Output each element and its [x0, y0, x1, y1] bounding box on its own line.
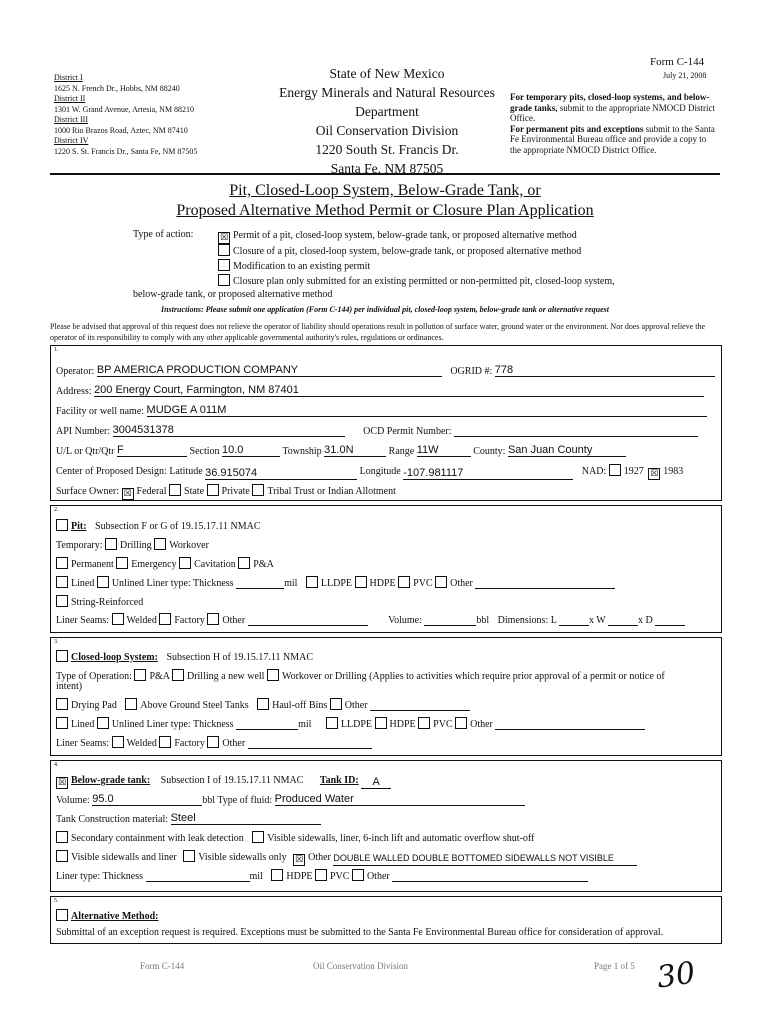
ul-label: U/L or Qtr/Qtr: [56, 446, 115, 457]
string-row: [56, 595, 143, 608]
note-temp-rest: submit to the appropriate NMOCD District Office.: [510, 102, 715, 123]
temporary-row: [56, 538, 209, 551]
surface-owner-label: Surface Owner:: [56, 486, 120, 497]
section-label: Section: [189, 446, 220, 457]
volume-label: Volume:: [388, 615, 422, 626]
district-address: 1220 S. St. Francis Dr., Santa Fe, NM 87505: [54, 146, 198, 156]
pa-checkbox[interactable]: [238, 557, 250, 569]
option-text: Closure plan only submitted for an existing permitted or non-permitted pit, closed-loop system,: [233, 276, 615, 287]
owner-private-label: Private: [221, 486, 250, 497]
note-perm-rest: submit to the Santa Fe Environmental Bureau office and provide a copy to the appropriate NMOCD District Office.: [510, 123, 715, 155]
other-checkbox[interactable]: [435, 576, 447, 588]
district-name: District I: [54, 73, 83, 82]
drilling-new-well-checkbox[interactable]: [172, 669, 184, 681]
section-value: 10.0: [222, 444, 244, 456]
factory-checkbox[interactable]: [159, 613, 171, 625]
string-reinforced-label: String-Reinforced: [71, 597, 144, 608]
mil-label: mil: [284, 578, 298, 589]
pit-checkbox[interactable]: [56, 519, 68, 531]
coordinates-row: [56, 464, 683, 480]
owner-state-label: State: [184, 486, 205, 497]
submission-notes: [510, 92, 718, 155]
drilling-label: Drilling: [120, 540, 152, 551]
handwritten-number: 30: [654, 955, 698, 996]
material-row: [56, 812, 321, 825]
other-label: Other: [450, 578, 473, 589]
form-id: Form C-144: [650, 56, 705, 68]
pa-checkbox[interactable]: [134, 669, 146, 681]
other-checkbox[interactable]: [207, 736, 219, 748]
pvc-checkbox[interactable]: [315, 869, 327, 881]
closed-loop-label: Closed-loop System:: [71, 652, 158, 663]
action-continuation: below-grade tank, or proposed alternative method: [133, 289, 333, 300]
visible-sidewalls-liner-lift-checkbox[interactable]: [252, 831, 264, 843]
option-text: Closure of a pit, closed-loop system, below-grade tank, or proposed alternative method: [233, 246, 582, 257]
section-number: 1.: [54, 347, 59, 353]
option-text: Modification to an existing permit: [233, 261, 371, 272]
material-field[interactable]: [171, 812, 321, 825]
closed-loop-seams-row: [56, 736, 372, 749]
advisory-text: Please be advised that approval of this request does not relieve the operator of liability should operations result in pollution of surface water, ground water or the environment. Nor does approval relieve the operator of its responsibility to comply with any other applicable governmental authority's rules, regulations or ordinances.: [50, 322, 706, 342]
hdpe-label: HDPE: [369, 578, 396, 589]
other-label: Other: [344, 700, 368, 711]
tank-liner-row: [56, 869, 588, 882]
title-line1: Pit, Closed-Loop System, Below-Grade Tank, or: [229, 182, 541, 199]
note-temp-bold: For temporary pits, closed-loop systems, and below-grade tanks,: [510, 92, 710, 113]
other-field[interactable]: [475, 576, 615, 589]
depth-field[interactable]: [655, 613, 685, 626]
district-name: District III: [54, 115, 88, 124]
visible-sidewalls-liner-lift-label: Visible sidewalls, liner, 6-inch lift and automatic overflow shut-off: [267, 833, 535, 844]
emergency-label: Emergency: [131, 559, 177, 570]
ogrid-label: OGRID #:: [450, 366, 493, 377]
permanent-label: Permanent: [71, 559, 114, 570]
unlined-label: Unlined: [111, 719, 145, 730]
agency-city: Santa Fe, NM 87505: [330, 161, 444, 176]
pit-seams-row: [56, 613, 685, 626]
alternative-method-checkbox[interactable]: [56, 909, 68, 921]
facility-field[interactable]: [147, 404, 707, 417]
visible-sidewalls-liner-label: Visible sidewalls and liner: [71, 852, 177, 863]
other-label: Other: [222, 738, 246, 749]
width-label: x W: [588, 615, 606, 626]
hdpe-label: HDPE: [286, 871, 313, 882]
nad-1927-checkbox[interactable]: [609, 464, 621, 476]
other-field[interactable]: [333, 853, 637, 866]
tank-subsection: Subsection I of 19.15.17.11 NMAC: [160, 775, 304, 786]
pit-liner-row: [56, 576, 615, 589]
range-value: 11W: [416, 444, 439, 456]
liner-type-label: Liner type: Thickness: [146, 578, 234, 589]
secondary-containment-checkbox[interactable]: [56, 831, 68, 843]
section-field[interactable]: [222, 444, 280, 457]
haul-off-label: Haul-off Bins: [272, 700, 328, 711]
cavitation-checkbox[interactable]: [179, 557, 191, 569]
liner-seams-label: Liner Seams:: [56, 615, 110, 626]
action-label: Type of action:: [133, 229, 194, 240]
fluid-value: Produced Water: [274, 793, 354, 805]
api-row: [56, 424, 698, 437]
pvc-label: PVC: [413, 578, 433, 589]
checkbox[interactable]: [218, 274, 230, 286]
permanent-checkbox[interactable]: [56, 557, 68, 569]
thickness-field[interactable]: [236, 576, 284, 589]
note-perm-bold: For permanent pits and exceptions: [510, 123, 644, 134]
ul-value: F: [117, 444, 124, 456]
dimensions-label: Dimensions: L: [497, 615, 557, 626]
action-option-closure-plan[interactable]: [218, 274, 615, 289]
factory-checkbox[interactable]: [159, 736, 171, 748]
factory-label: Factory: [174, 615, 205, 626]
hdpe-checkbox[interactable]: [355, 576, 367, 588]
steel-tanks-checkbox[interactable]: [125, 698, 137, 710]
location-row: [56, 444, 626, 457]
facility-label: Facility or well name:: [56, 406, 145, 417]
district-name: District IV: [54, 136, 89, 145]
other-field[interactable]: [248, 613, 368, 626]
section-number: 2.: [54, 507, 59, 513]
closed-loop-subsection: Subsection H of 19.15.17.11 NMAC: [166, 652, 314, 663]
option-text: Permit of a pit, closed-loop system, below-grade tank, or proposed alternative method: [233, 230, 577, 241]
other-field[interactable]: [495, 717, 645, 730]
township-value: 31.0N: [324, 444, 354, 456]
district-list: [54, 73, 197, 157]
lldpe-checkbox[interactable]: [326, 717, 338, 729]
liner-type-label: Liner type: Thickness: [56, 871, 144, 882]
workover-checkbox[interactable]: [154, 538, 166, 550]
operation-type-row: [56, 669, 665, 682]
alternative-header-row: [56, 909, 158, 922]
center-label: Center of Proposed Design: Latitude: [56, 466, 203, 477]
address-value: 200 Energy Court, Farmington, NM 87401: [94, 384, 299, 396]
header-divider: [50, 173, 720, 175]
nad-1983-label: 1983: [663, 466, 684, 477]
section-number: 4.: [54, 762, 59, 768]
thickness-field[interactable]: [236, 717, 298, 730]
fluid-type-label: bbl Type of fluid:: [202, 795, 273, 806]
unlined-checkbox[interactable]: [97, 717, 109, 729]
other-checkbox[interactable]: [330, 698, 342, 710]
below-grade-tank-label: Below-grade tank:: [71, 775, 151, 786]
nad-label: NAD:: [581, 466, 607, 477]
owner-federal-checkbox[interactable]: ☒: [123, 489, 132, 499]
ul-field[interactable]: [117, 444, 187, 457]
pvc-checkbox[interactable]: [398, 576, 410, 588]
title-line2: Proposed Alternative Method Permit or Closure Plan Application: [176, 202, 594, 219]
owner-tribal-checkbox[interactable]: [252, 484, 264, 496]
footer-form-id: Form C-144: [140, 961, 185, 971]
closed-loop-checkbox[interactable]: [56, 650, 68, 662]
unlined-label: Unlined: [111, 578, 145, 589]
district-address: 1625 N. French Dr., Hobbs, NM 88240: [54, 83, 180, 93]
drying-pad-label: Drying Pad: [71, 700, 117, 711]
bbl-label: bbl: [476, 615, 490, 626]
footer-page-number: Page 1 of 5: [594, 961, 635, 971]
address-label: Address:: [56, 386, 92, 397]
facility-value: MUDGE A 011M: [146, 404, 227, 416]
lldpe-label: LLDPE: [320, 578, 353, 589]
pit-header-row: [56, 519, 261, 532]
volume-field[interactable]: [92, 793, 202, 806]
address-row: [56, 384, 704, 397]
api-label: API Number:: [56, 426, 111, 437]
agency-dept2: Department: [355, 104, 419, 119]
action-option-modification[interactable]: [218, 259, 615, 274]
nad-1983-checkbox[interactable]: ☒: [650, 469, 659, 479]
ogrid-field[interactable]: [495, 364, 715, 377]
action-options: [218, 228, 615, 289]
closed-loop-liner-row: [56, 717, 645, 730]
secondary-containment-label: Secondary containment with leak detection: [71, 833, 244, 844]
other-label: Other: [308, 852, 331, 863]
material-label: Tank Construction material:: [56, 814, 169, 825]
below-grade-tank-checkbox[interactable]: ☒: [57, 778, 67, 788]
steel-tanks-label: Above Ground Steel Tanks: [140, 700, 249, 711]
latitude-value: 36.915074: [205, 467, 258, 479]
welded-label: Welded: [126, 738, 157, 749]
longitude-label: Longitude: [359, 466, 401, 477]
instructions: Instructions: Please submit one application (Form C-144) per individual pit, closed-loop system, below-grade tank or alternative request: [160, 305, 609, 314]
length-field[interactable]: [559, 613, 589, 626]
material-value: Steel: [170, 812, 196, 824]
containment-row: [56, 831, 534, 844]
tank-id-label: Tank ID:: [319, 775, 359, 786]
ocd-permit-label: OCD Permit Number:: [363, 426, 452, 437]
liner-type-label: Liner type: Thickness: [146, 719, 234, 730]
drying-pad-checkbox[interactable]: [56, 698, 68, 710]
other-field[interactable]: [248, 736, 372, 749]
drilling-checkbox[interactable]: [105, 538, 117, 550]
operator-field[interactable]: [97, 364, 442, 377]
operator-label: Operator:: [56, 366, 95, 377]
surface-owner-row: [56, 484, 396, 500]
other-checkbox[interactable]: [352, 869, 364, 881]
volume-field[interactable]: [424, 613, 476, 626]
visible-sidewalls-only-label: Visible sidewalls only: [198, 852, 287, 863]
agency-block: [272, 64, 502, 178]
volume-value: 95.0: [92, 793, 114, 805]
other-label: Other: [222, 615, 246, 626]
tank-header-row: [56, 775, 391, 789]
cavitation-label: Cavitation: [194, 559, 236, 570]
other-checkbox[interactable]: ☒: [295, 855, 304, 865]
owner-federal-label: Federal: [136, 486, 167, 497]
equipment-row: [56, 698, 470, 711]
other-value: DOUBLE WALLED DOUBLE BOTTOMED SIDEWALLS NOT VISIBLE: [333, 853, 614, 863]
visible-sidewalls-liner-checkbox[interactable]: [56, 850, 68, 862]
factory-label: Factory: [174, 738, 205, 749]
pit-label: Pit:: [71, 521, 87, 532]
liner-seams-label: Liner Seams:: [56, 738, 110, 749]
visibility-row: [56, 850, 637, 866]
fluid-field[interactable]: [275, 793, 525, 806]
pit-subsection: Subsection F or G of 19.15.17.11 NMAC: [95, 521, 261, 532]
longitude-field[interactable]: [403, 467, 573, 480]
owner-state-checkbox[interactable]: [169, 484, 181, 496]
owner-private-checkbox[interactable]: [207, 484, 219, 496]
nad-1927-label: 1927: [623, 466, 644, 477]
section-number: 3.: [54, 639, 59, 645]
intent-row: [56, 681, 82, 692]
workover-drilling-checkbox[interactable]: [267, 669, 279, 681]
township-field[interactable]: [324, 444, 386, 457]
agency-state: State of New Mexico: [329, 66, 445, 81]
permanent-row: [56, 557, 274, 570]
unlined-checkbox[interactable]: [97, 576, 109, 588]
checkbox[interactable]: ☒: [219, 233, 229, 243]
visible-sidewalls-only-checkbox[interactable]: [183, 850, 195, 862]
tank-id-field[interactable]: [361, 776, 391, 789]
county-label: County:: [473, 446, 506, 457]
pvc-checkbox[interactable]: [418, 717, 430, 729]
other-checkbox[interactable]: [455, 717, 467, 729]
depth-label: x D: [638, 615, 653, 626]
district-address: 1301 W. Grand Avenue, Artesia, NM 88210: [54, 104, 195, 114]
action-option-permit[interactable]: [218, 228, 615, 244]
hdpe-checkbox[interactable]: [375, 717, 387, 729]
hdpe-label: HDPE: [389, 719, 416, 730]
emergency-checkbox[interactable]: [116, 557, 128, 569]
alternative-text: Submittal of an exception request is required. Exceptions must be submitted to the Santa Fe Environmental Bureau office for consideration of approval.: [56, 927, 664, 938]
page-title: [50, 181, 720, 221]
lined-label: Lined: [71, 578, 95, 589]
closed-loop-header-row: [56, 650, 313, 663]
other-label: Other: [366, 871, 390, 882]
api-value: 3004531378: [112, 424, 174, 436]
operator-value: BP AMERICA PRODUCTION COMPANY: [96, 364, 299, 376]
form-date: July 21, 2008: [663, 71, 707, 80]
checkbox[interactable]: [218, 244, 230, 256]
hdpe-checkbox[interactable]: [271, 869, 283, 881]
pvc-label: PVC: [330, 871, 350, 882]
intent-text: intent): [56, 681, 83, 692]
latitude-field[interactable]: [205, 467, 357, 480]
lined-checkbox[interactable]: [56, 576, 68, 588]
temporary-label: Temporary:: [56, 540, 103, 551]
district-address: 1000 Rio Brazos Road, Aztec, NM 87410: [54, 125, 188, 135]
agency-dept: Energy Minerals and Natural Resources: [279, 85, 495, 100]
township-label: Township: [282, 446, 322, 457]
welded-checkbox[interactable]: [112, 736, 124, 748]
lined-label: Lined: [71, 719, 95, 730]
thickness-field[interactable]: [146, 869, 250, 882]
volume-label: Volume:: [56, 795, 90, 806]
workover-drilling-label: Workover or Drilling (Applies to activities which require prior approval of a permit or notice of: [281, 671, 665, 682]
drilling-new-well-label: Drilling a new well: [186, 671, 265, 682]
section-number: 5.: [54, 898, 59, 904]
welded-label: Welded: [126, 615, 157, 626]
mil-label: mil: [249, 871, 263, 882]
haul-off-checkbox[interactable]: [257, 698, 269, 710]
width-field[interactable]: [608, 613, 638, 626]
range-field[interactable]: [417, 444, 471, 457]
welded-checkbox[interactable]: [112, 613, 124, 625]
lldpe-checkbox[interactable]: [306, 576, 318, 588]
action-option-closure[interactable]: [218, 244, 615, 259]
other-label: Other: [470, 719, 493, 730]
ogrid-value: 778: [494, 364, 514, 376]
operator-row: [56, 364, 715, 377]
mil-label: mil: [298, 719, 312, 730]
agency-division: Oil Conservation Division: [315, 123, 459, 138]
tank-id-value: A: [372, 776, 380, 788]
api-field[interactable]: [113, 424, 345, 437]
owner-tribal-label: Tribal Trust or Indian Allotment: [267, 486, 396, 497]
footer-division: Oil Conservation Division: [313, 961, 408, 971]
longitude-value: -107.981117: [403, 467, 464, 479]
pa-label: P&A: [253, 559, 274, 570]
tank-volume-row: [56, 793, 525, 806]
county-value: San Juan County: [507, 444, 593, 456]
county-field[interactable]: [508, 444, 626, 457]
range-label: Range: [388, 446, 415, 457]
lldpe-label: LLDPE: [340, 719, 373, 730]
workover-label: Workover: [169, 540, 209, 551]
string-reinforced-checkbox[interactable]: [56, 595, 68, 607]
ocd-permit-field[interactable]: [454, 424, 698, 437]
pvc-label: PVC: [433, 719, 453, 730]
other-checkbox[interactable]: [207, 613, 219, 625]
lined-checkbox[interactable]: [56, 717, 68, 729]
operation-type-label: Type of Operation:: [56, 671, 132, 682]
district-name: District II: [54, 94, 86, 103]
pa-label: P&A: [149, 671, 170, 682]
address-field[interactable]: [94, 384, 704, 397]
facility-row: [56, 404, 707, 417]
other-field[interactable]: [370, 698, 470, 711]
checkbox[interactable]: [218, 259, 230, 271]
alternative-method-label: Alternative Method:: [71, 911, 159, 922]
agency-street: 1220 South St. Francis Dr.: [315, 142, 459, 157]
other-field[interactable]: [392, 869, 588, 882]
